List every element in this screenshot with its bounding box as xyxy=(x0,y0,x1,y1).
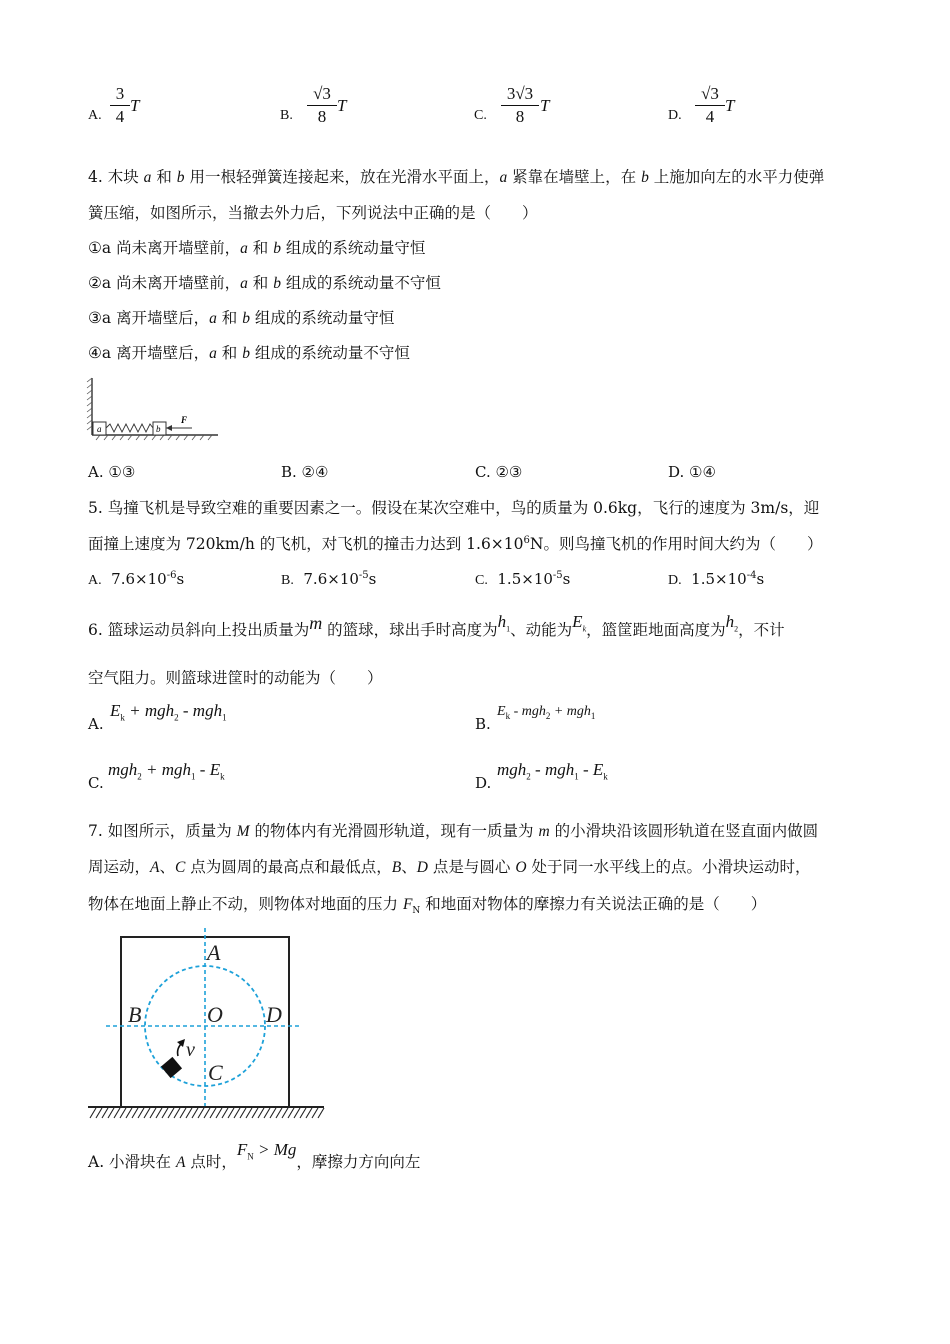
q3-option-d-symbol: T xyxy=(725,96,735,115)
q3-option-c-fraction xyxy=(501,84,539,127)
q6-option-a-letter: A. xyxy=(88,715,104,733)
q4-option-d: D. ①④ xyxy=(668,463,716,481)
q3-option-b-symbol: T xyxy=(337,96,347,115)
q6-stem-line2: 空气阻力。则篮球进筐时的动能为（ ） xyxy=(88,669,383,687)
q4-stem-line1: 4. 木块 a 和 b 用一根轻弹簧连接起来，放在光滑水平面上，a 紧靠在墙壁上，在 b 上施加向左的水平力使弹 xyxy=(88,168,825,186)
numerator: 3 xyxy=(115,84,125,103)
denominator: 8 xyxy=(515,107,525,126)
q5-option-a: A. $7.6\times 10^{-6}s$ xyxy=(88,570,185,588)
q3-option-a-letter: A. xyxy=(88,108,102,123)
q5-option-d: D. $1.5\times 10^{-4}s$ xyxy=(668,570,765,588)
numerator: 3√3 xyxy=(506,84,534,103)
q4-option-c: C. ②③ xyxy=(475,463,523,481)
q6-option-d-letter: D. xyxy=(475,774,492,792)
q3-option-b-fraction xyxy=(307,84,337,127)
force-label: F xyxy=(181,415,188,425)
sliding-block xyxy=(161,1057,182,1078)
q5-option-b: B. $7.6\times 10^{-5}s$ xyxy=(281,570,377,588)
q7-option-a: A. 小滑块在 A 点时，$F_N > Mg$，摩擦力方向向左 xyxy=(88,1140,421,1171)
q7-circular-track-figure xyxy=(86,926,326,1124)
q6-option-d-expression: $mgh_2 - mgh_1 - E_k$ xyxy=(497,760,608,782)
q4-spring-figure xyxy=(86,374,222,444)
q3-option-a-symbol: T xyxy=(130,96,140,115)
label-a: A xyxy=(207,940,221,965)
q7-stem-line3: 物体在地面上静止不动，则物体对地面的压力 $F_N$ 和地面对物体的摩擦力有关说法正确的是（ ） xyxy=(88,895,767,917)
q4-option-b: B. ②④ xyxy=(281,463,329,481)
denominator: 4 xyxy=(115,107,125,126)
denominator: 4 xyxy=(705,107,715,126)
numerator: √3 xyxy=(701,84,719,103)
label-d: D xyxy=(266,1002,282,1027)
q7-stem-line2: 周运动，A、C 点为圆周的最高点和最低点，B、D 点是与圆心 O 处于同一水平线上的点。小滑块运动时， xyxy=(88,858,811,876)
q6-stem-line1: 6. 篮球运动员斜向上投出质量为m 的篮球，球出手时高度为$h_1$、动能为$E_k$，篮筐距地面高度为$h_2$，不计 xyxy=(88,612,785,639)
q5-option-c: C. $1.5\times 10^{-5}s$ xyxy=(475,570,571,588)
q3-option-d-letter: D. xyxy=(668,108,682,123)
q6-option-c-expression: $mgh_2 + mgh_1 - E_k$ xyxy=(108,760,225,782)
denominator: 8 xyxy=(317,107,327,126)
q3-option-d-fraction xyxy=(695,84,725,127)
q4-statement-4: ④a 离开墙壁后，a 和 b 组成的系统动量不守恒 xyxy=(88,344,410,362)
q5-stem-line2: 面撞上速度为 720km/h 的飞机，对飞机的撞击力达到 $1.6\times 10^6N$。则鸟撞飞机的作用时间大约为（ ） xyxy=(88,534,823,553)
numerator: √3 xyxy=(313,84,331,103)
q5-stem-line1: 5. 鸟撞飞机是导致空难的重要因素之一。假设在某次空难中，鸟的质量为 0.6kg，飞行的速度为 3m/s，迎 xyxy=(88,499,820,517)
q3-option-c-symbol: T xyxy=(540,96,550,115)
q3-option-a-fraction xyxy=(110,84,130,127)
block-a-label: a xyxy=(97,424,102,434)
label-o: O xyxy=(207,1002,223,1027)
q4-stem-line2: 簧压缩，如图所示，当撤去外力后，下列说法中正确的是（ ） xyxy=(88,204,538,222)
label-b: B xyxy=(128,1002,142,1027)
q4-statement-2: ②a 尚未离开墙壁前，a 和 b 组成的系统动量不守恒 xyxy=(88,274,441,292)
q7-stem-line1: 7. 如图所示，质量为 M 的物体内有光滑圆形轨道，现有一质量为 m 的小滑块沿该圆形轨道在竖直面内做圆 xyxy=(88,822,819,840)
label-v: v xyxy=(186,1039,195,1061)
q6-option-c-letter: C. xyxy=(88,774,104,792)
q4-statement-3: ③a 离开墙壁后，a 和 b 组成的系统动量守恒 xyxy=(88,309,395,327)
block-b-label: b xyxy=(156,424,161,434)
q4-option-a: A. ①③ xyxy=(88,463,136,481)
q6-option-b-expression: $E_k - mgh_2 + mgh_1$ xyxy=(497,704,596,721)
label-c: C xyxy=(208,1060,223,1085)
q4-statement-1: ①a 尚未离开墙壁前，a 和 b 组成的系统动量守恒 xyxy=(88,239,426,257)
q6-option-a-expression: $E_k + mgh_2 - mgh_1$ xyxy=(110,701,227,723)
q3-option-b-letter: B. xyxy=(280,108,293,123)
q6-option-b-letter: B. xyxy=(475,715,491,733)
q3-option-c-letter: C. xyxy=(474,108,487,123)
